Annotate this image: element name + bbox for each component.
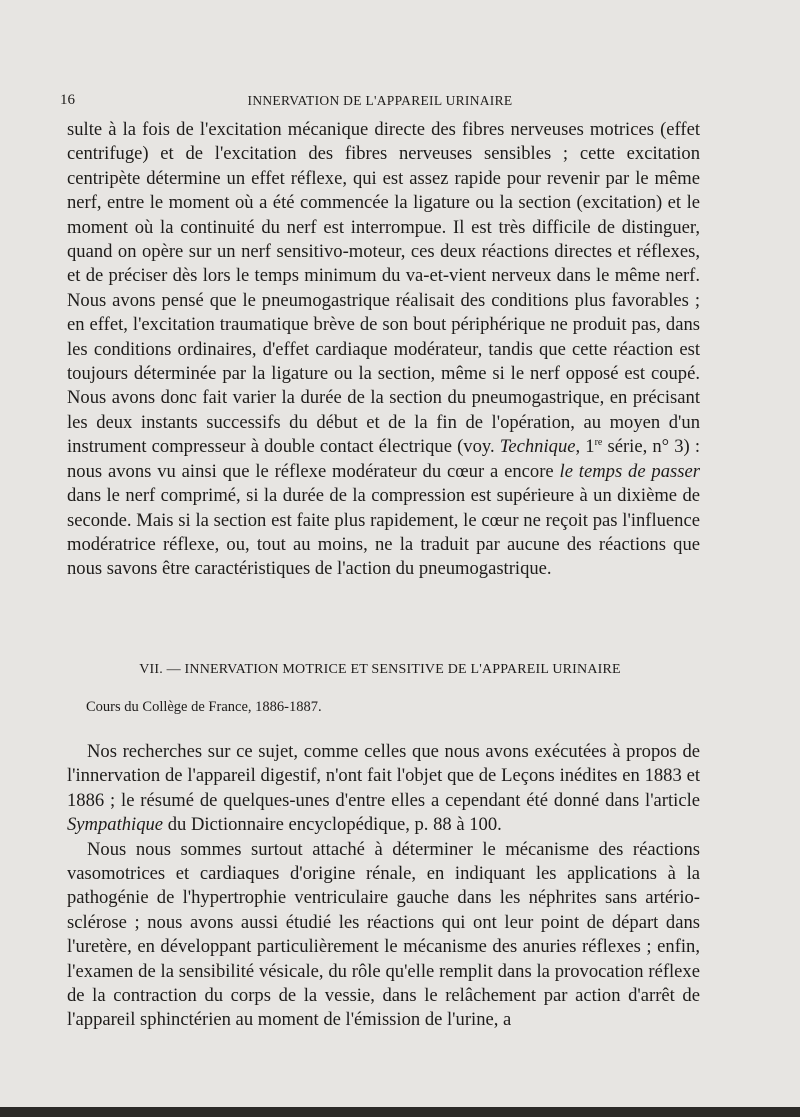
section-body: [67, 740, 700, 1033]
paragraph-1-text-b: , 1: [575, 436, 595, 458]
running-head: INNERVATION DE L'APPAREIL URINAIRE: [247, 93, 513, 108]
paragraph-2-italic-sympathique: Sympathique: [67, 814, 164, 836]
page-number: 16: [60, 92, 75, 108]
section-subtitle: Cours du Collège de France, 1886-1887.: [86, 699, 322, 715]
paragraph-1-text-d: dans le nerf comprimé, si la durée de la compression est supérieure à un dixième de seconde. Mais si la section est faite plus rapidement, le cœur ne reçoit pas l'influence modératrice réflexe, ou, tout au moins, ne la traduit par aucune des réactions que nous savons être caractéristiques de l'action du pneumogastrique.: [67, 485, 700, 580]
page-header: [60, 92, 700, 112]
paragraph-2-text-a: Nos recherches sur ce sujet, comme celles que nous avons exécutées à propos de l'innervation de l'appareil digestif, n'ont fait l'objet que de Leçons inédites en 1883 et 1886 ; le résumé de quelques-unes d'entre elles a cependant été donné dans l'article: [67, 741, 700, 811]
paragraph-2: [67, 740, 700, 838]
paragraph-1: [67, 118, 700, 582]
paragraph-1-italic-technique: Technique: [499, 436, 576, 458]
paragraph-2-text-b: du Dictionnaire encyclopédique, p. 88 à 100.: [163, 814, 502, 836]
paragraph-1-italic-temps: le temps de passer: [559, 460, 700, 482]
paragraph-1-text-a: sulte à la fois de l'excitation mécanique directe des fibres nerveuses motrices (effet centrifuge) et de l'excitation des fibres nerveuses sensibles ; cette excitation centripète détermine un effet réflexe, qui est assez rapide pour revenir par le même nerf, entre le moment où a été commencée la ligature ou la section (excitation) et le moment où la continuité du nerf est interrompue. Il est très difficile de distinguer, quand on opère sur un nerf sensitivo-moteur, ces deux réactions directes et réflexes, et de préciser dès lors le temps minimum du va-et-vient nerveux dans le même nerf. Nous avons pensé que le pneumogastrique réalisait des conditions plus favorables ; en effet, l'excitation traumatique brève de son bout périphérique ne produit pas, dans les conditions ordinaires, d'effet cardiaque modérateur, tandis que cette réaction est toujours déterminée par la ligature ou la section, même si le nerf opposé est coupé. Nous avons donc fait varier la durée de la section du pneumogastrique, en précisant les deux instants successifs du début et de la fin de l'opération, au moyen d'un instrument compresseur à double contact électrique (voy.: [67, 119, 700, 458]
paragraph-3: Nous nous sommes surtout attaché à déterminer le mécanisme des réactions vasomotrices et cardiaques d'origine rénale, en indiquant les applications à la pathogénie de l'hypertrophie ventriculaire gauche dans les néphrites sans artério-sclérose ; nous avons aussi étudié les réactions qui ont leur point de départ dans l'uretère, en développant particulièrement le mécanisme des anuries réflexes ; enfin, l'examen de la sensibilité vésicale, du rôle qu'elle remplit dans la provocation réflexe de la contraction du corps de la vessie, dans le relâchement par action d'arrêt de l'appareil sphinctérien au moment de l'émission de l'urine, a: [67, 838, 700, 1031]
paragraph-1-text-c: série, n° 3) : nous avons vu ainsi que le réflexe modérateur du cœur a encore: [67, 436, 700, 482]
section-heading: VII. — INNERVATION MOTRICE ET SENSITIVE DE L'APPAREIL URINAIRE: [139, 662, 621, 677]
page-bottom-edge: [0, 1107, 800, 1117]
paragraph-1-superscript: re: [594, 437, 603, 449]
